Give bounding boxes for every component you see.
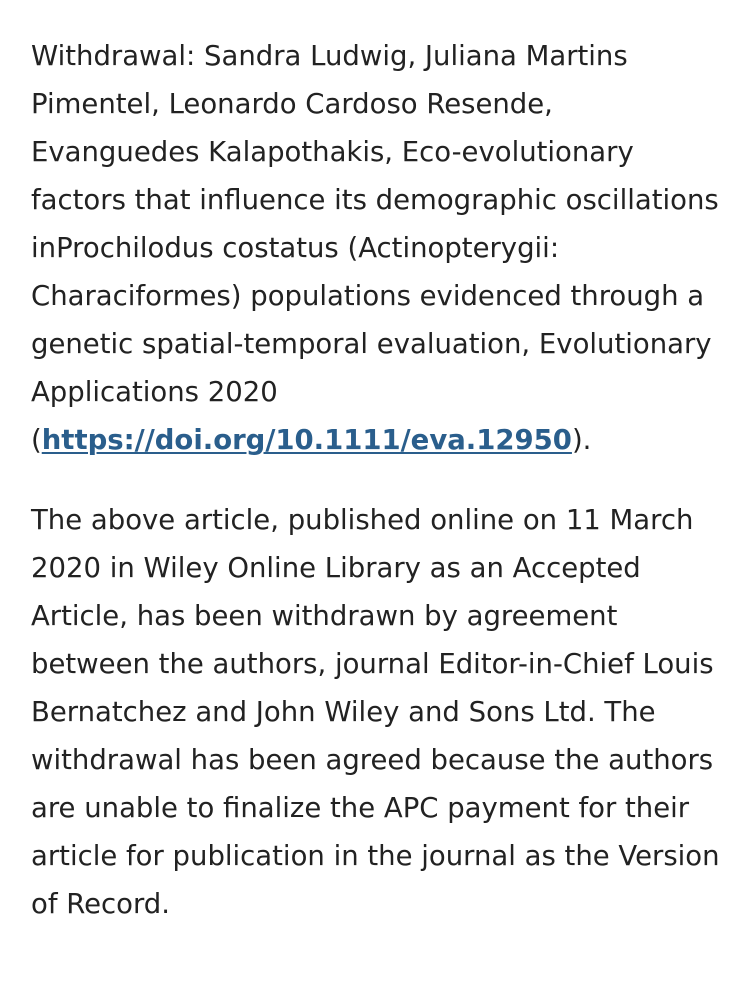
citation-text: Withdrawal: Sandra Ludwig, Juliana Martins Pimentel, Leonardo Cardoso Resende, Evanguedes Kalapothakis, Eco-evolutionary factors that influence its demographic oscillations inProchilodus costatus (Actinopterygii: Characiformes) populations evidenced through a genetic spatial-temporal evaluation, Evolutionary Applications 2020 ( <box>31 40 719 456</box>
citation-closing: ). <box>571 424 592 456</box>
doi-link[interactable]: https://doi.org/10.1111/eva.12950 <box>41 424 572 456</box>
withdrawal-statement: The above article, published online on 11 March 2020 in Wiley Online Library as an Accepted Article, has been withdrawn by agreement between the authors, journal Editor-in-Chief Louis Bernatchez and John Wiley and Sons Ltd. The withdrawal has been agreed because the authors are unable to finalize the APC payment for their article for publication in the journal as the Version of Record. <box>31 504 720 920</box>
withdrawal-notice <box>31 32 721 928</box>
withdrawal-citation <box>31 32 721 464</box>
